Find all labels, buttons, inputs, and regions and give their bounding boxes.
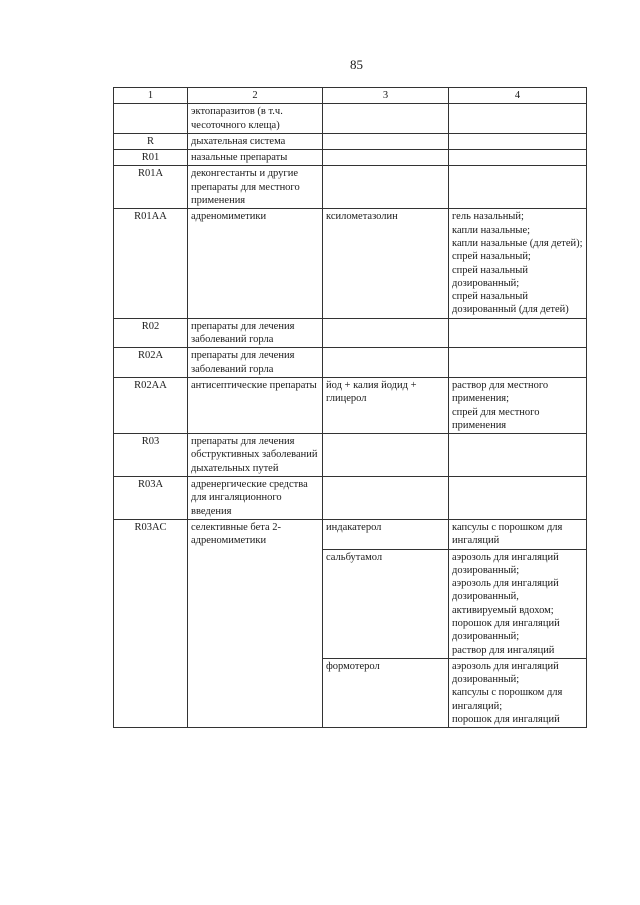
- dosage-form-cell: раствор для местного применения; спрей для местного применения: [449, 377, 587, 433]
- column-header-3: 3: [323, 88, 449, 104]
- group-name-cell: препараты для лечения заболеваний горла: [188, 318, 323, 348]
- drug-name-cell: индакатерол: [323, 519, 449, 549]
- drug-name-cell: ксилометазолин: [323, 209, 449, 318]
- drug-name-cell: [323, 434, 449, 477]
- dosage-form-cell: [449, 104, 587, 134]
- drug-name-cell: сальбутамол: [323, 549, 449, 658]
- group-name-cell: препараты для лечения обструктивных заболеваний дыхательных путей: [188, 434, 323, 477]
- atc-code-cell: R02AA: [114, 377, 188, 433]
- table-row: [114, 434, 587, 477]
- drug-table: [113, 87, 587, 728]
- atc-code-cell: R03A: [114, 477, 188, 520]
- table-row: [114, 519, 587, 549]
- atc-code-cell: R01: [114, 150, 188, 166]
- dosage-form-cell: [449, 166, 587, 209]
- table-header: [114, 88, 587, 104]
- table-row: [114, 150, 587, 166]
- dosage-form-cell: гель назальный; капли назальные; капли назальные (для детей); спрей назальный; спрей назальный дозированный; спрей назальный дозированный (для детей): [449, 209, 587, 318]
- atc-code-cell: R01AA: [114, 209, 188, 318]
- table-row: [114, 477, 587, 520]
- group-name-cell: адренергические средства для ингаляционного введения: [188, 477, 323, 520]
- atc-code-cell: R02A: [114, 348, 188, 378]
- group-name-cell: селективные бета 2-адреномиметики: [188, 519, 323, 727]
- dosage-form-cell: [449, 434, 587, 477]
- dosage-form-cell: аэрозоль для ингаляций дозированный; аэрозоль для ингаляций дозированный, активируемый вдохом; порошок для ингаляций дозированный; раствор для ингаляций: [449, 549, 587, 658]
- group-name-cell: деконгестанты и другие препараты для местного применения: [188, 166, 323, 209]
- dosage-form-cell: [449, 150, 587, 166]
- dosage-form-cell: аэрозоль для ингаляций дозированный; капсулы с порошком для ингаляций; порошок для ингаляций: [449, 658, 587, 727]
- table-row: [114, 133, 587, 149]
- dosage-form-cell: [449, 318, 587, 348]
- page-number: 85: [350, 57, 363, 72]
- atc-code-cell: [114, 104, 188, 134]
- drug-name-cell: [323, 348, 449, 378]
- group-name-cell: эктопаразитов (в т.ч. чесоточного клеща): [188, 104, 323, 134]
- dosage-form-cell: [449, 348, 587, 378]
- column-header-1: 1: [114, 88, 188, 104]
- table-body: [114, 104, 587, 728]
- table-row: [114, 348, 587, 378]
- drug-name-cell: [323, 133, 449, 149]
- table-row: [114, 377, 587, 433]
- group-name-cell: препараты для лечения заболеваний горла: [188, 348, 323, 378]
- drug-name-cell: [323, 166, 449, 209]
- drug-name-cell: [323, 104, 449, 134]
- drug-name-cell: йод + калия йодид + глицерол: [323, 377, 449, 433]
- drug-name-cell: [323, 150, 449, 166]
- drug-name-cell: [323, 477, 449, 520]
- dosage-form-cell: [449, 477, 587, 520]
- atc-code-cell: R02: [114, 318, 188, 348]
- table-row: [114, 104, 587, 134]
- drug-name-cell: [323, 318, 449, 348]
- atc-code-cell: R: [114, 133, 188, 149]
- atc-code-cell: R01A: [114, 166, 188, 209]
- dosage-form-cell: капсулы с порошком для ингаляций: [449, 519, 587, 549]
- table-row: [114, 166, 587, 209]
- table-row: [114, 209, 587, 318]
- group-name-cell: антисептические препараты: [188, 377, 323, 433]
- group-name-cell: адреномиметики: [188, 209, 323, 318]
- group-name-cell: дыхательная система: [188, 133, 323, 149]
- column-header-2: 2: [188, 88, 323, 104]
- group-name-cell: назальные препараты: [188, 150, 323, 166]
- dosage-form-cell: [449, 133, 587, 149]
- atc-code-cell: R03AC: [114, 519, 188, 727]
- drug-name-cell: формотерол: [323, 658, 449, 727]
- table-row: [114, 318, 587, 348]
- atc-code-cell: R03: [114, 434, 188, 477]
- column-header-4: 4: [449, 88, 587, 104]
